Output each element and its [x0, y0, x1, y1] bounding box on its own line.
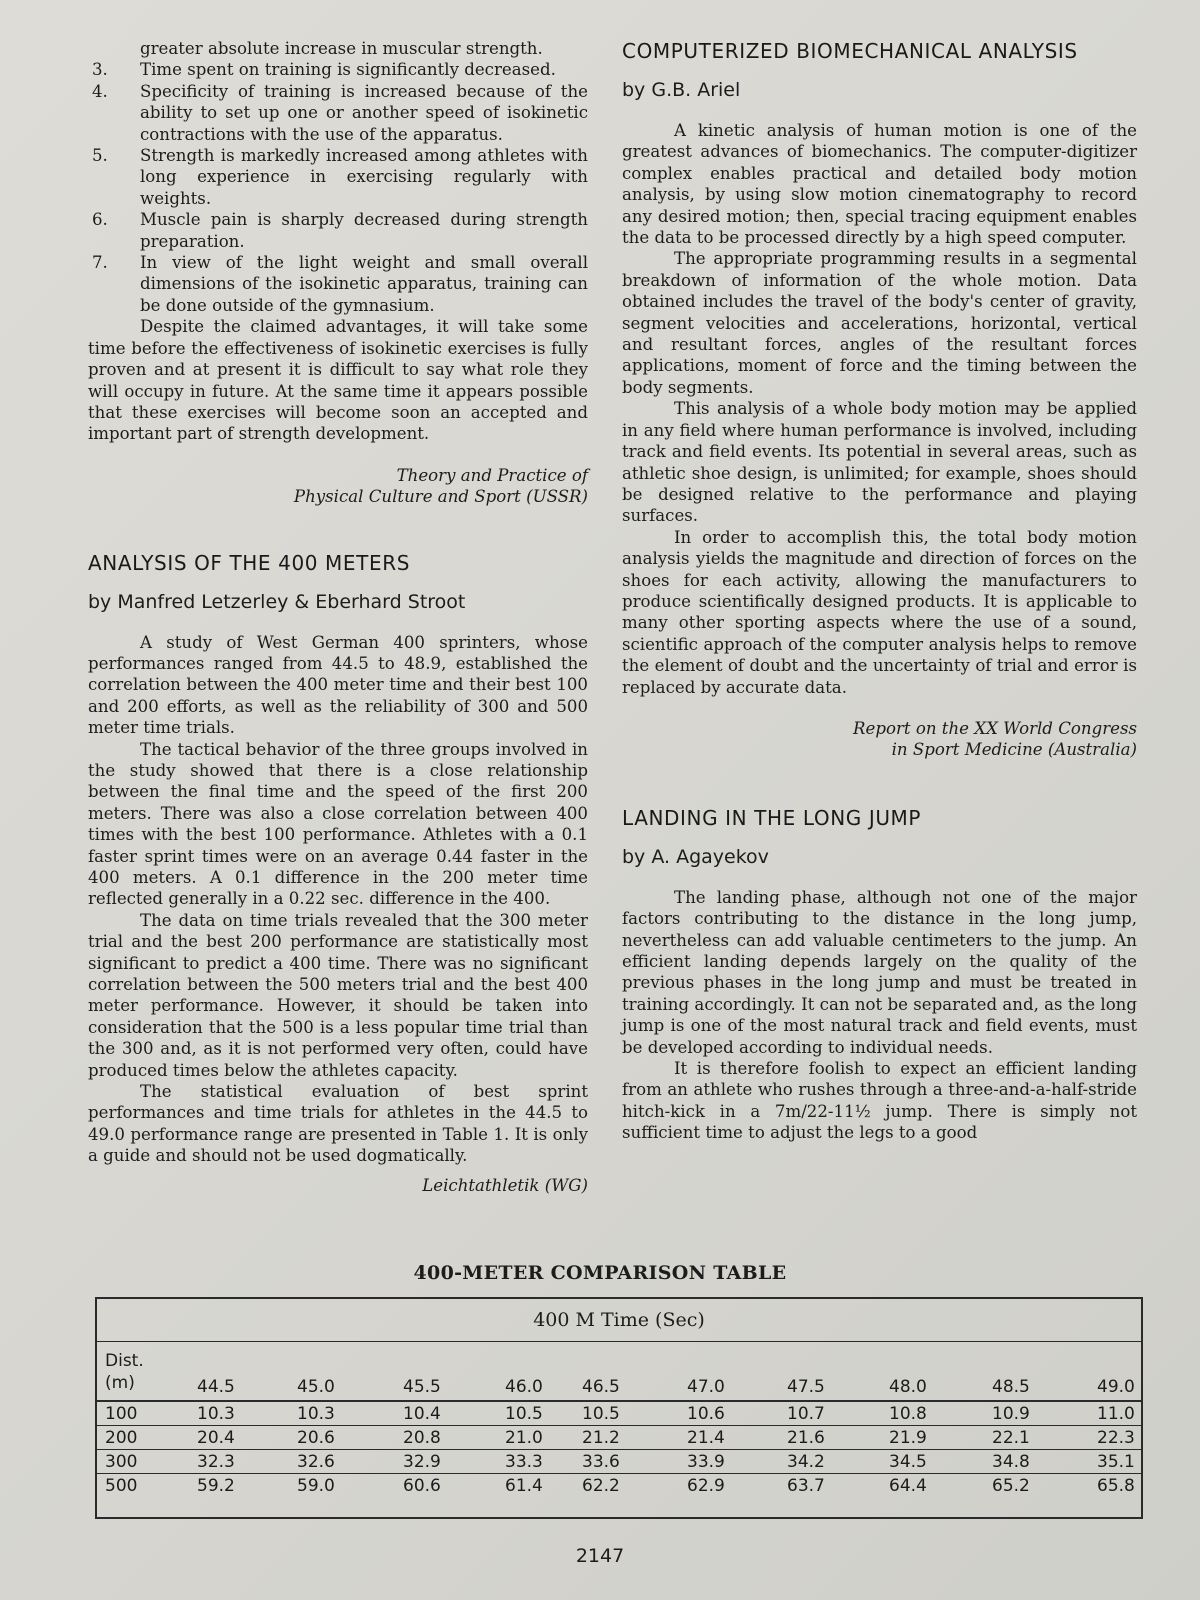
- list-text: Muscle pain is sharply decreased during strength preparation.: [140, 210, 588, 251]
- list-text: In view of the light weight and small overall dimensions of the isokinetic apparatus, training can be done outside of the gymnasium.: [140, 253, 588, 315]
- article-title-biomechanics: COMPUTERIZED BIOMECHANICAL ANALYSIS: [622, 39, 1078, 63]
- time-column-header: 48.0: [889, 1377, 927, 1397]
- time-column-header: 46.0: [505, 1377, 543, 1397]
- list-number: 6.: [92, 210, 108, 230]
- time-cell: 21.9: [889, 1428, 927, 1448]
- paragraph: The appropriate programming results in a segmental breakdown of information of the whole motion. Data obtained includes the travel of the body's center of gravity, segment velocities and accelerations, horizontal, vertical and resultant forces, angles of the resultant forces applications, moment of force and the timing between the body segments.: [622, 249, 1137, 397]
- source-citation-line-2: in Sport Medicine (Australia): [891, 740, 1137, 760]
- table-title: 400-METER COMPARISON TABLE: [413, 1262, 787, 1284]
- distance-cell: 200: [105, 1428, 138, 1448]
- paragraph: A kinetic analysis of human motion is one of the greatest advances of biomechanics. The computer-digitizer complex enables practical and detailed body motion analysis, by using slow motion cinematography to record any desired motion; then, special tracing equipment enables the data to be processed directly by a high speed computer.: [622, 121, 1137, 248]
- source-citation-line-2: Physical Culture and Sport (USSR): [293, 487, 588, 507]
- closing-paragraph: Despite the claimed advantages, it will take some time before the effectiveness of isokinetic exercises is fully proven and at present it is difficult to say what role they will occupy in future. At the same time it appears possible that these exercises will become soon an accepted and important part of strength development.: [88, 317, 588, 444]
- time-column-header: 46.5: [582, 1377, 620, 1397]
- list-number: 7.: [92, 253, 108, 273]
- time-column-header: 47.0: [687, 1377, 725, 1397]
- list-item: [88, 81, 588, 145]
- time-cell: 11.0: [1097, 1404, 1135, 1424]
- distance-cell: 300: [105, 1452, 138, 1472]
- table-row: [97, 1402, 1141, 1426]
- left-column: [88, 38, 588, 1196]
- continuation-text: greater absolute increase in muscular strength.: [140, 39, 543, 58]
- time-cell: 33.3: [505, 1452, 543, 1472]
- time-cell: 21.4: [687, 1428, 725, 1448]
- list-text: Specificity of training is increased because of the ability to set up one or another speed of isokinetic contractions with the use of the apparatus.: [140, 81, 588, 144]
- source-citation-line-1: Theory and Practice of: [396, 465, 588, 485]
- list-item: [88, 209, 588, 252]
- paragraph: The data on time trials revealed that the 300 meter trial and the best 200 performance are statistically most significant to predict a 400 time. There was no significant correlation between the 500 meters trial and the best 400 meter performance. However, it should be taken into consideration that the 500 is a less popular time trial than the 300 and, as it is not performed very often, could have produced times below the athletes capacity.: [88, 910, 588, 1080]
- time-cell: 32.6: [297, 1452, 335, 1472]
- time-cell: 10.4: [403, 1404, 441, 1424]
- list-text: Time spent on training is significantly decreased.: [140, 60, 556, 80]
- right-column: [622, 38, 1137, 1144]
- time-cell: 32.3: [197, 1452, 235, 1472]
- time-cell: 64.4: [889, 1476, 927, 1496]
- article-byline-biomechanics: by G.B. Ariel: [622, 79, 741, 101]
- time-cell: 35.1: [1097, 1452, 1135, 1472]
- time-cell: 65.8: [1097, 1476, 1135, 1496]
- dist-column-header: [105, 1350, 144, 1394]
- article-title-long-jump: LANDING IN THE LONG JUMP: [622, 805, 922, 830]
- time-cell: 21.2: [582, 1428, 620, 1448]
- time-cell: 20.6: [297, 1428, 335, 1448]
- page-number: 2147: [575, 1545, 625, 1567]
- list-number: 4.: [92, 81, 108, 101]
- time-cell: 22.3: [1097, 1428, 1135, 1448]
- time-cell: 62.9: [687, 1476, 725, 1496]
- time-cell: 10.3: [197, 1404, 235, 1424]
- time-cell: 21.0: [505, 1428, 543, 1448]
- time-cell: 65.2: [992, 1476, 1030, 1496]
- distance-cell: 100: [105, 1404, 138, 1424]
- article-byline-400m: by Manfred Letzerley & Eberhard Stroot: [88, 590, 466, 613]
- paragraph: A study of West German 400 sprinters, whose performances ranged from 44.5 to 48.9, established the correlation between the 400 meter time and their best 100 and 200 efforts, as well as the reliability of 300 and 500 meter time trials.: [88, 632, 588, 738]
- time-cell: 34.5: [889, 1452, 927, 1472]
- list-number: 5.: [92, 146, 108, 166]
- time-cell: 33.6: [582, 1452, 620, 1472]
- time-column-header: 48.5: [992, 1377, 1030, 1397]
- list-text: Strength is markedly increased among athletes with long experience in exercising regularly with weights.: [140, 146, 588, 208]
- time-cell: 59.0: [297, 1476, 335, 1496]
- list-item: [88, 145, 588, 209]
- time-cell: 34.2: [787, 1452, 825, 1472]
- time-cell: 10.7: [787, 1404, 825, 1424]
- time-column-header: 45.5: [403, 1377, 441, 1397]
- list-number: 3.: [92, 60, 108, 80]
- paragraph: The landing phase, although not one of the major factors contributing to the distance in the long jump, nevertheless can add valuable centimeters to the jump. An efficient landing depends largely on the quality of the previous phases in the long jump and must be treated in training accordingly. It can not be separated and, as the long jump is one of the most natural track and field events, must be developed according to individual needs.: [622, 887, 1137, 1057]
- time-cell: 10.9: [992, 1404, 1030, 1424]
- time-cell: 59.2: [197, 1476, 235, 1496]
- time-cell: 10.8: [889, 1404, 927, 1424]
- source-citation: Leichtathletik (WG): [422, 1175, 588, 1195]
- dist-label-line-2: (m): [105, 1373, 135, 1393]
- dist-label-line-1: Dist.: [105, 1351, 144, 1371]
- table-row: [97, 1474, 1141, 1497]
- comparison-table: [95, 1297, 1143, 1519]
- table-header-row: [97, 1342, 1141, 1402]
- time-cell: 10.6: [687, 1404, 725, 1424]
- time-column-header: 49.0: [1097, 1377, 1135, 1397]
- paragraph: The statistical evaluation of best sprint performances and time trials for athletes in the 44.5 to 49.0 performance range are presented in Table 1. It is only a guide and should not be used dogmatically.: [88, 1082, 588, 1166]
- time-cell: 60.6: [403, 1476, 441, 1496]
- time-column-header: 44.5: [197, 1377, 235, 1397]
- time-cell: 33.9: [687, 1452, 725, 1472]
- time-cell: 63.7: [787, 1476, 825, 1496]
- time-cell: 61.4: [505, 1476, 543, 1496]
- paragraph: It is therefore foolish to expect an efficient landing from an athlete who rushes through a three-and-a-half-stride hitch-kick in a 7m/22-11½ jump. There is simply not sufficient time to adjust the legs to a good: [622, 1059, 1137, 1143]
- time-cell: 21.6: [787, 1428, 825, 1448]
- table-row: [97, 1450, 1141, 1474]
- list-item: [88, 252, 588, 316]
- time-cell: 10.5: [582, 1404, 620, 1424]
- time-cell: 62.2: [582, 1476, 620, 1496]
- time-column-header: 47.5: [787, 1377, 825, 1397]
- article-byline-long-jump: by A. Agayekov: [622, 845, 769, 868]
- paragraph: In order to accomplish this, the total body motion analysis yields the magnitude and direction of forces on the shoes for each activity, allowing the manufacturers to produce scientifically designed products. It is applicable to many other sporting aspects where the use of a sound, scientific approach of the computer analysis helps to remove the element of doubt and the uncertainty of trial and error is replaced by accurate data.: [622, 527, 1137, 697]
- paragraph: This analysis of a whole body motion may be applied in any field where human performance is involved, including track and field events. Its potential in several areas, such as athletic shoe design, is unlimited; for example, shoes should be designed relative to the performance and playing surfaces.: [622, 399, 1137, 526]
- time-cell: 10.5: [505, 1404, 543, 1424]
- time-cell: 20.4: [197, 1428, 235, 1448]
- time-column-header: 45.0: [297, 1377, 335, 1397]
- isokinetic-advantages-list: [88, 59, 588, 316]
- distance-cell: 500: [105, 1476, 138, 1496]
- paragraph: The tactical behavior of the three groups involved in the study showed that there is a close relationship between the final time and the speed of the first 200 meters. There was also a close correlation between 400 times with the best 100 performance. Athletes with a 0.1 faster sprint times were on an average 0.44 faster in the 400 meters. A 0.1 difference in the 200 meter time reflected generally in a 0.22 sec. difference in the 400.: [88, 739, 588, 909]
- list-item: [88, 59, 588, 80]
- time-cell: 32.9: [403, 1452, 441, 1472]
- time-cell: 10.3: [297, 1404, 335, 1424]
- time-cell: 34.8: [992, 1452, 1030, 1472]
- time-cell: 20.8: [403, 1428, 441, 1448]
- table-row: [97, 1426, 1141, 1450]
- time-cell: 22.1: [992, 1428, 1030, 1448]
- table-caption: 400 M Time (Sec): [97, 1299, 1141, 1342]
- source-citation-line-1: Report on the XX World Congress: [853, 718, 1137, 738]
- article-title-400m: ANALYSIS OF THE 400 METERS: [88, 550, 410, 575]
